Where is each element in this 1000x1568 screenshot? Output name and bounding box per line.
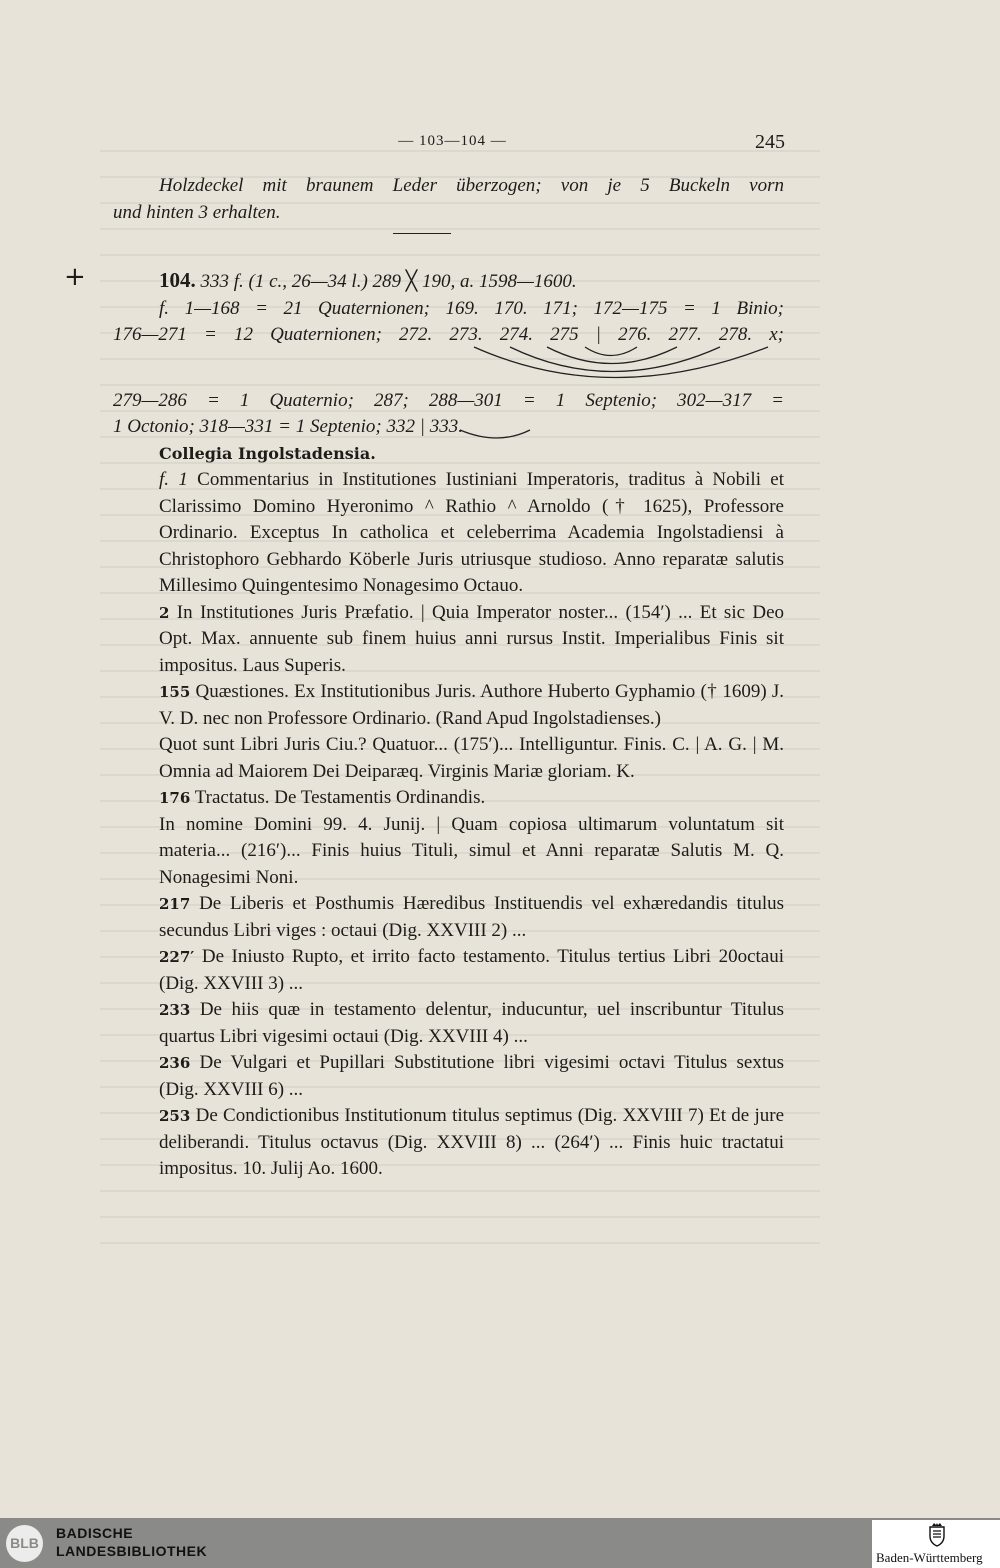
library-name-line-2: LANDESBIBLIOTHEK xyxy=(56,1543,208,1559)
item-text: Tractatus. De Testamentis Ordinandis. xyxy=(194,787,486,808)
quire-arc-middle-2 xyxy=(510,347,720,372)
quire-arc-outer xyxy=(474,347,768,378)
list-item xyxy=(113,785,784,812)
intro-line-1: Holzdeckel mit braunem Leder überzogen; von je 5 Buckeln vorn xyxy=(159,175,784,196)
list-item xyxy=(113,997,784,1050)
item-text: De Vulgari et Pupillari Substitutione libri vigesimi octavi Titulus sextus (Dig. XXVIII 6) ... xyxy=(159,1052,784,1100)
library-name xyxy=(56,1524,207,1560)
item-text: Commentarius in Institutiones Iustiniani Imperatoris, traditus à Nobili et Clarissimo Domino Hyeronimo ^ Rathio ^ Arnoldo († 1625), Professore Ordinario. Exceptus In catholica et celeberrima Academia Ingolstadiensi à Christophoro Gebhardo Köberle Juris utriusque studioso. Anno reparatæ salutis Millesimo Quingentesimo Nonagesimo Octauo. xyxy=(159,469,785,596)
library-name-line-1: BADISCHE xyxy=(56,1525,134,1541)
item-ref: 236 xyxy=(159,1054,191,1072)
list-item xyxy=(113,600,784,680)
page-number: 245 xyxy=(755,131,785,153)
state-name: Baden-Württemberg xyxy=(876,1550,983,1565)
item-text: Quot sunt Libri Juris Ciu.? Quatuor... (175′)... Intelliguntur. Finis. C. | A. G. | M. Omnia ad Maiorem Dei Deiparæq. Virginis Mariæ gloriam. K. xyxy=(159,734,784,782)
item-ref: f. 1 xyxy=(159,469,188,490)
collation-line-2: 176—271 = 12 Quaternionen; 272. 273. 274. 275 | 276. 277. 278. x; xyxy=(113,324,784,345)
item-ref: 233 xyxy=(159,1001,191,1019)
item-text: In Institutiones Juris Præfatio. | Quia Imperator noster... (154′) ... Et sic Deo Opt. Max. annuente sub finem huius anni rursus Instit. Imperialibus Finis sit impositus. Laus Superis. xyxy=(159,601,785,676)
entry-number: 104. xyxy=(159,268,196,292)
footer-bar xyxy=(0,1518,1000,1568)
contents-list xyxy=(113,467,784,1183)
list-item xyxy=(113,1103,784,1183)
state-crest-icon xyxy=(928,1523,946,1547)
quire-arc-bottom xyxy=(460,430,530,438)
item-text: De hiis quæ in testamento delentur, inducuntur, uel inscribuntur Titulus quartus Libri vigesimi octaui (Dig. XXVIII 4) ... xyxy=(159,999,784,1047)
list-item xyxy=(113,1050,784,1103)
header-entry-range: — 103—104 — xyxy=(398,133,507,149)
item-ref: 155 xyxy=(159,683,191,701)
item-ref: 227′ xyxy=(159,948,195,966)
item-ref: 217 xyxy=(159,895,191,913)
list-item xyxy=(113,812,784,892)
intro-line-2: und hinten 3 erhalten. xyxy=(113,201,281,223)
list-item xyxy=(113,467,784,600)
margin-plus-mark: + xyxy=(64,262,86,292)
item-text: De Liberis et Posthumis Hæredibus Instituendis vel exhæredandis titulus secundus Libri viges : octaui (Dig. XXVIII 2) ... xyxy=(159,893,785,941)
entry-summary-text: 333 f. (1 c., 26—34 l.) 289 ╳ 190, a. 1598—1600. xyxy=(200,271,577,292)
collation-line-4: 1 Octonio; 318—331 = 1 Septenio; 332 | 333. xyxy=(113,416,463,437)
item-text: Quæstiones. Ex Institutionibus Juris. Authore Huberto Gyphamio († 1609) J. V. D. nec non Professore Ordinario. (Rand Apud Ingolstadienses.) xyxy=(159,681,784,729)
item-text: De Condictionibus Institutionum titulus septimus (Dig. XXVIII 7) Et de jure deliberandi. Titulus octavus (Dig. XXVIII 8) ... (264′) ... Finis huic tractatui impositus. 10. Julij Ao. 1600. xyxy=(159,1105,785,1179)
quire-arc-inner xyxy=(585,347,637,356)
item-text: In nomine Domini 99. 4. Junij. | Quam copiosa ultimarum voluntatum sit materia... (216′)... Finis huius Tituli, simul et Anni reparatæ Salutis M. Q. Nonagesimi Noni. xyxy=(159,813,784,888)
list-item xyxy=(113,891,784,944)
collation-line-3: 279—286 = 1 Quaternio; 287; 288—301 = 1 Septenio; 302—317 = xyxy=(113,389,784,411)
quire-arcs xyxy=(0,0,1000,460)
list-item xyxy=(113,679,784,732)
state-logo xyxy=(872,1520,1000,1568)
item-ref: 2 xyxy=(159,603,170,622)
list-item xyxy=(113,732,784,785)
section-heading: Collegia Ingolstadensia. xyxy=(159,443,376,463)
collation-line-1: f. 1—168 = 21 Quaternionen; 169. 170. 171; 172—175 = 1 Binio; xyxy=(159,297,784,319)
item-ref: 253 xyxy=(159,1107,191,1125)
item-text: De Iniusto Rupto, et irrito facto testamento. Titulus tertius Libri 20octaui (Dig. XXVIII 3) ... xyxy=(159,946,784,994)
list-item xyxy=(113,944,784,997)
item-ref: 176 xyxy=(159,789,191,807)
blb-logo-icon: BLB xyxy=(6,1525,43,1562)
